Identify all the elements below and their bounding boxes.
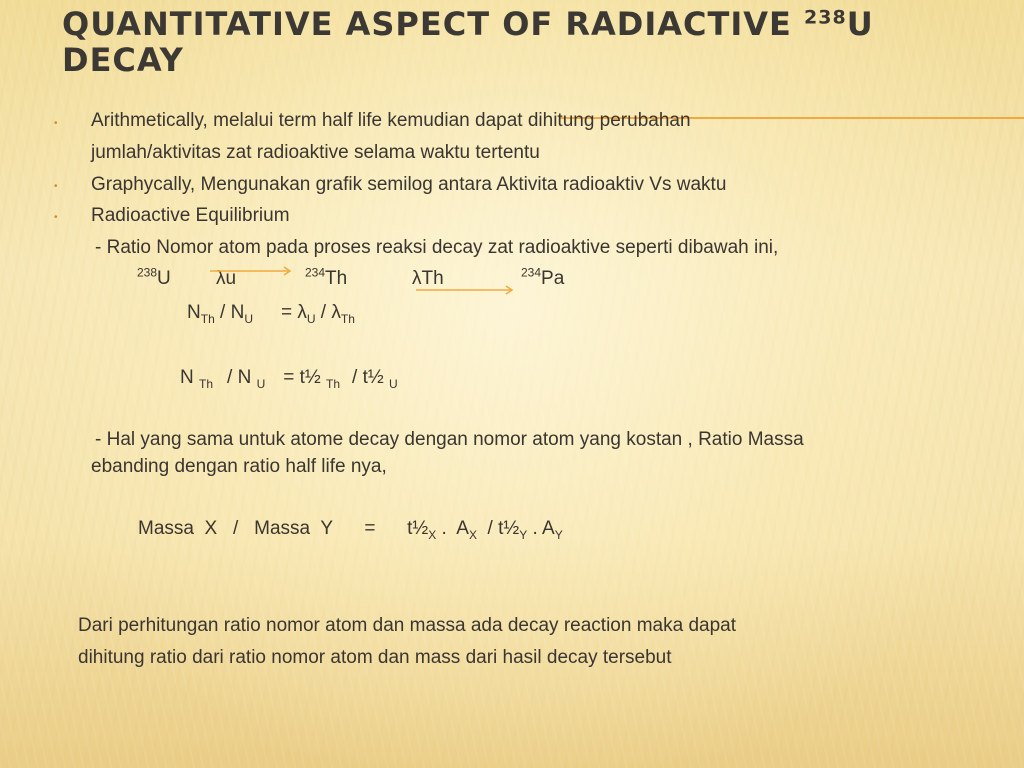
decay-arrow-icon xyxy=(210,265,294,277)
lambda-th: λTh xyxy=(412,268,444,289)
title-text: QUANTITATIVE ASPECT OF RADIACTIVE xyxy=(62,5,805,43)
equation-halflife-ratio: N $_{Th}$ / N $_U$ = t½ $_{Th}$ / t½ $_U$ xyxy=(180,367,398,391)
bullet-2: Graphycally, Mengunakan grafik semilog antara Aktivita radioaktiv Vs waktu xyxy=(91,174,727,195)
decay-arrow-icon xyxy=(416,284,516,296)
title-superscript: 238 xyxy=(804,6,847,29)
bullet-marker: • xyxy=(54,181,58,192)
bullet-3: Radioactive Equilibrium xyxy=(91,205,290,226)
uranium-238: $^{238}$U xyxy=(137,265,171,289)
conclusion-line-2: dihitung ratio dari ratio nomor atom dan mass dari hasil decay tersebut xyxy=(78,647,672,668)
bullet-marker: • xyxy=(54,118,58,129)
bullet-1-line-2: jumlah/aktivitas zat radioaktive selama waktu tertentu xyxy=(91,142,540,163)
protactinium-234: $^{234}$Pa xyxy=(521,265,565,289)
slide-title xyxy=(62,6,962,78)
title-end: U DECAY xyxy=(62,5,874,79)
mass-intro-line-2: ebanding dengan ratio half life nya, xyxy=(91,456,387,477)
bullet-1-line-1: Arithmetically, melalui term half life kemudian dapat dihitung perubahan xyxy=(91,110,691,131)
conclusion-line-1: Dari perhitungan ratio nomor atom dan massa ada decay reaction maka dapat xyxy=(78,615,736,636)
bullet-marker: • xyxy=(54,212,58,223)
ratio-intro: - Ratio Nomor atom pada proses reaksi decay zat radioaktive seperti dibawah ini, xyxy=(95,237,779,258)
equation-mass-ratio: Massa X / Massa Y = $t\frac{1}{2}_X$ . $A_X$ / $t\frac{1}{2}_Y$ . $A_Y$ xyxy=(138,518,563,542)
lambda-u: λu xyxy=(216,268,237,289)
equation-lambda-ratio: $N_{Th} / N_U = \lambda_U / \lambda_{Th}$ xyxy=(187,302,355,326)
mass-intro-line-1: - Hal yang sama untuk atome decay dengan nomor atom yang kostan , Ratio Massa xyxy=(95,429,804,450)
thorium-234: $^{234}$Th xyxy=(305,265,348,289)
